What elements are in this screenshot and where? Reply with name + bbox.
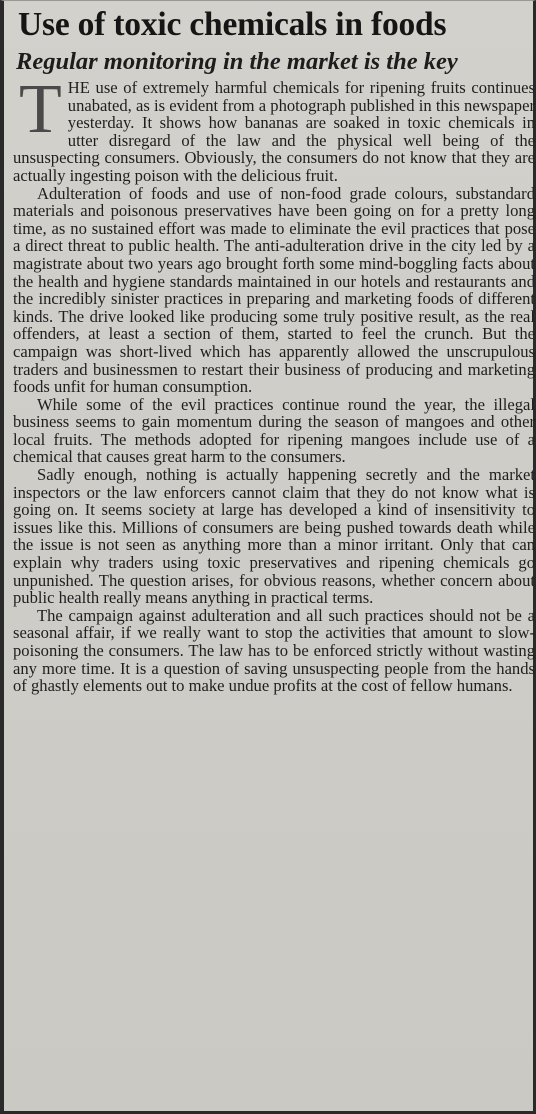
paragraph-4: Sadly enough, nothing is actually happening secretly and the market inspectors or the law enforcers cannot claim that they do not know what is going on. It seems society at large has developed a kind of insensitivity to issues like this. Millions of consumers are being pushed towards death while the issue is not seen as anything more than a minor irritant. Only that can explain why traders using toxic preservatives and ripening chemicals go unpunished. The question arises, for obvious reasons, whether concern about public health really means anything in practical terms. (13, 465, 535, 608)
paragraph-1 (13, 71, 535, 185)
drop-cap: T (19, 71, 62, 148)
paragraph-1-text: HE use of extremely harmful chemicals for ripening fruits continues unabated, as is evident from a photograph published in this newspaper yesterday. It shows how bananas are soaked in toxic chemicals in utter disregard of the law and the physical well being of the unsuspecting consumers. Obviously, the consumers do not know that they are actually ingesting poison with the delicious fruit. (13, 78, 535, 185)
paragraph-2: Adulteration of foods and use of non-food grade colours, substandard materials and poisonous preservatives have been going on for a pretty long time, as no sustained effort was made to eliminate the evil practices that pose a direct threat to public health. The anti-adulteration drive in the city led by a magistrate about two years ago brought forth some mind-boggling facts about the health and hygiene standards maintained in our hotels and restaurants and the incredibly sinister practices in preparing and marketing foods of different kinds. The drive looked like producing some truly positive result, as the real offenders, at least a section of them, started to feel the crunch. But the campaign was short-lived which has apparently allowed the unscrupulous traders and businessmen to restart their business of producing and marketing foods unfit for human consumption. (13, 183, 535, 397)
article-body (13, 71, 535, 696)
paragraph-3: While some of the evil practices continue round the year, the illegal business seems to gain momentum during the season of mangoes and other local fruits. The methods adopted for ripening mangoes include use of a chemical that causes great harm to the consumers. (13, 394, 535, 467)
paragraph-5: The campaign against adulteration and all such practices should not be a seasonal affair, if we really want to stop the activities that amount to slow-poisoning the consumers. The law has to be enforced strictly without wasting any more time. It is a question of saving unsuspecting people from the hands of ghastly elements out to make undue profits at the cost of fellow humans. (13, 605, 535, 696)
headline: Use of toxic chemicals in foods (18, 6, 447, 43)
subheadline: Regular monitoring in the market is the key (16, 48, 458, 75)
